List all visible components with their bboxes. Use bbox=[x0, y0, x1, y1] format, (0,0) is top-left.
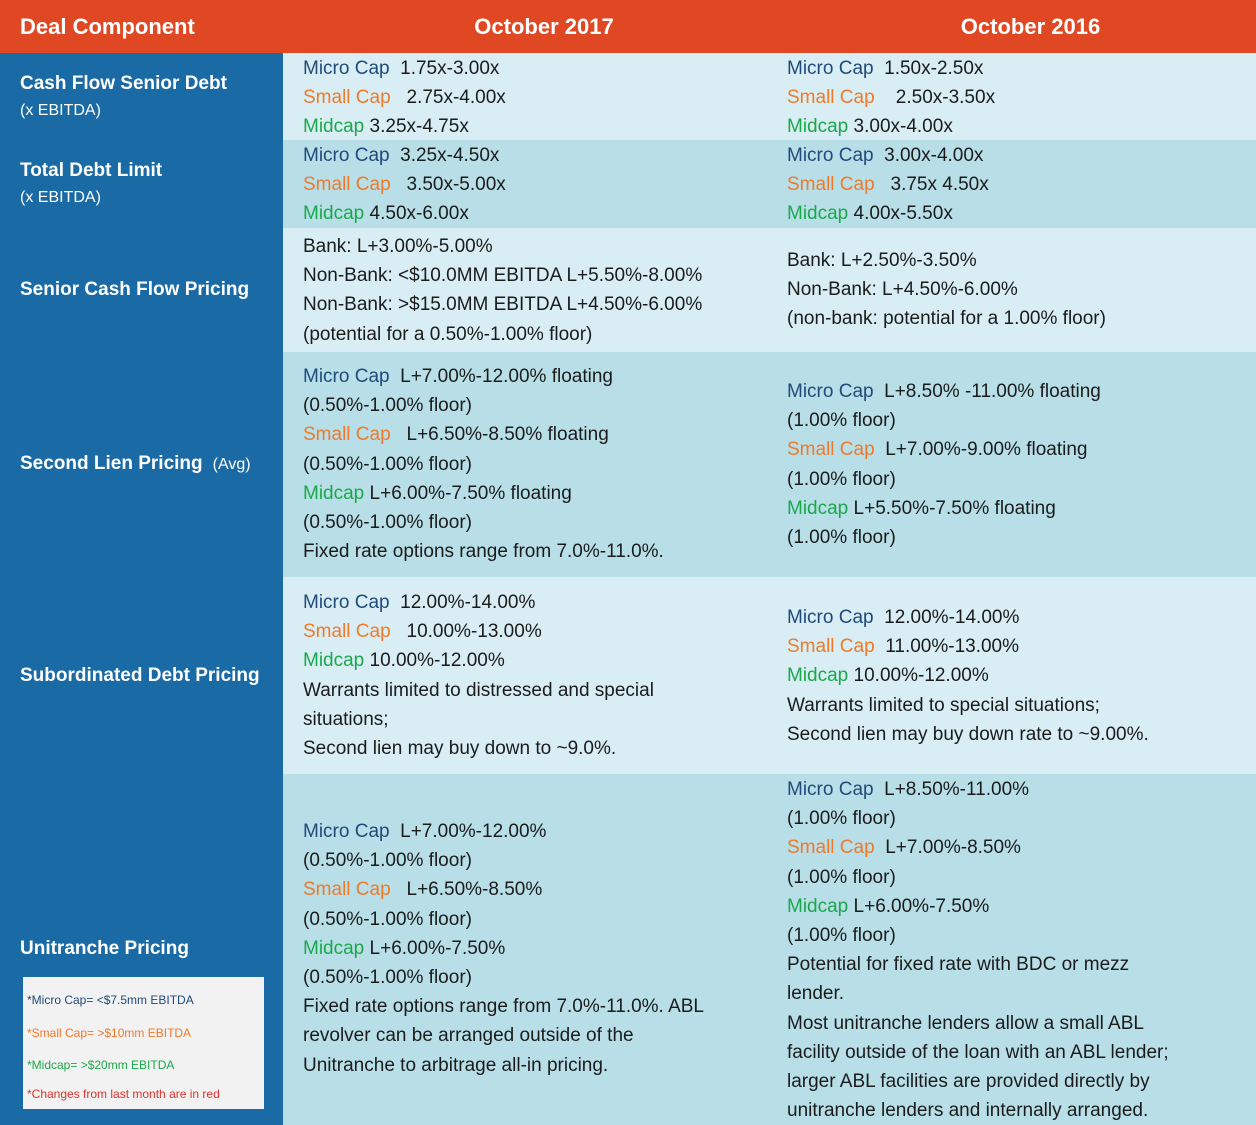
label-total-debt-sub: (x EBITDA) bbox=[20, 189, 101, 206]
legend-mid: *Midcap= >$20mm EBITDA bbox=[27, 1058, 175, 1072]
legend-small: *Small Cap= >$10mm EBITDA bbox=[27, 1026, 192, 1040]
cell-senior-pricing-2016: Bank: L+2.50%-3.50% Non-Bank: L+4.50%-6.00% (non-bank: potential for a 1.00% floor) bbox=[787, 250, 1106, 330]
label-second-lien-pricing: Second Lien Pricing (Avg) bbox=[20, 453, 251, 474]
cell-second-lien-2017: Micro Cap L+7.00%-12.00% floating (0.50%-1.00% floor) Small Cap L+6.50%-8.50% floating (0.50%-1.00% floor) Midcap L+6.00%-7.50% floating (0.50%-1.00% floor) Fixed rate options range from 7.0%-11.0%. bbox=[303, 366, 664, 563]
cell-subordinated-2016: Micro Cap 12.00%-14.00% Small Cap 11.00%-13.00% Midcap 10.00%-12.00% Warrants limited to special situations; Second lien may buy down rate to ~9.00%. bbox=[787, 607, 1149, 745]
component-column bbox=[0, 53, 283, 1125]
label-subordinated-debt-pricing: Subordinated Debt Pricing bbox=[20, 665, 260, 686]
cell-unitranche-2017: Micro Cap L+7.00%-12.00% (0.50%-1.00% floor) Small Cap L+6.50%-8.50% (0.50%-1.00% floor) Midcap L+6.00%-7.50% (0.50%-1.00% floor) Fixed rate options range from 7.0%-11.0%. ABL revolver can be arranged outside of the Unitranche to arbitrage all-in pricing. bbox=[303, 821, 704, 1076]
header-october-2017: October 2017 bbox=[474, 14, 614, 39]
cell-unitranche-2016: Micro Cap L+8.50%-11.00% (1.00% floor) Small Cap L+7.00%-8.50% (1.00% floor) Midcap L+6.00%-7.50% (1.00% floor) Potential for fixed rate with BDC or mezz lender. Most unitranche lenders allow a small ABL facility outside of the loan with an ABL lender; larger ABL facilities are provided directly by unitranche lenders and internally arranged. bbox=[787, 779, 1169, 1122]
cell-total-debt-2017: Micro Cap 3.25x-4.50x Small Cap 3.50x-5.00x Midcap 4.50x-6.00x bbox=[303, 145, 506, 225]
header-bar bbox=[0, 0, 1256, 53]
label-second-lien-avg: (Avg) bbox=[212, 456, 251, 473]
label-cash-flow-sub: (x EBITDA) bbox=[20, 102, 101, 119]
cell-total-debt-2016: Micro Cap 3.00x-4.00x Small Cap 3.75x 4.50x Midcap 4.00x-5.50x bbox=[787, 145, 989, 225]
header-deal-component: Deal Component bbox=[20, 14, 195, 39]
legend-box bbox=[23, 977, 264, 1109]
legend-micro: *Micro Cap= <$7.5mm EBITDA bbox=[27, 993, 194, 1007]
label-total-debt-limit: Total Debt Limit (x EBITDA) bbox=[20, 157, 162, 211]
cell-cash-flow-2017: Micro Cap 1.75x-3.00x Small Cap 2.75x-4.00x Midcap 3.25x-4.75x bbox=[303, 58, 506, 138]
legend-changes: *Changes from last month are in red bbox=[27, 1087, 220, 1101]
cell-senior-pricing-2017: Bank: L+3.00%-5.00% Non-Bank: <$10.0MM EBITDA L+5.50%-8.00% Non-Bank: >$15.0MM EBITDA L+4.50%-6.00% (potential for a 0.50%-1.00% floor) bbox=[303, 236, 703, 345]
label-cash-flow-senior-debt: Cash Flow Senior Debt (x EBITDA) bbox=[20, 70, 227, 124]
cell-cash-flow-2016: Micro Cap 1.50x-2.50x Small Cap 2.50x-3.50x Midcap 3.00x-4.00x bbox=[787, 58, 996, 138]
cell-second-lien-2016: Micro Cap L+8.50% -11.00% floating (1.00% floor) Small Cap L+7.00%-9.00% floating (1.00% floor) Midcap L+5.50%-7.50% floating (1.00% floor) bbox=[787, 381, 1101, 549]
label-unitranche-pricing: Unitranche Pricing bbox=[20, 938, 189, 959]
label-senior-cash-flow-pricing: Senior Cash Flow Pricing bbox=[20, 279, 250, 300]
header-october-2016: October 2016 bbox=[960, 14, 1101, 39]
cell-subordinated-2017: Micro Cap 12.00%-14.00% Small Cap 10.00%-13.00% Midcap 10.00%-12.00% Warrants limited to distressed and special situations; Second lien may buy down to ~9.0%. bbox=[303, 592, 654, 760]
